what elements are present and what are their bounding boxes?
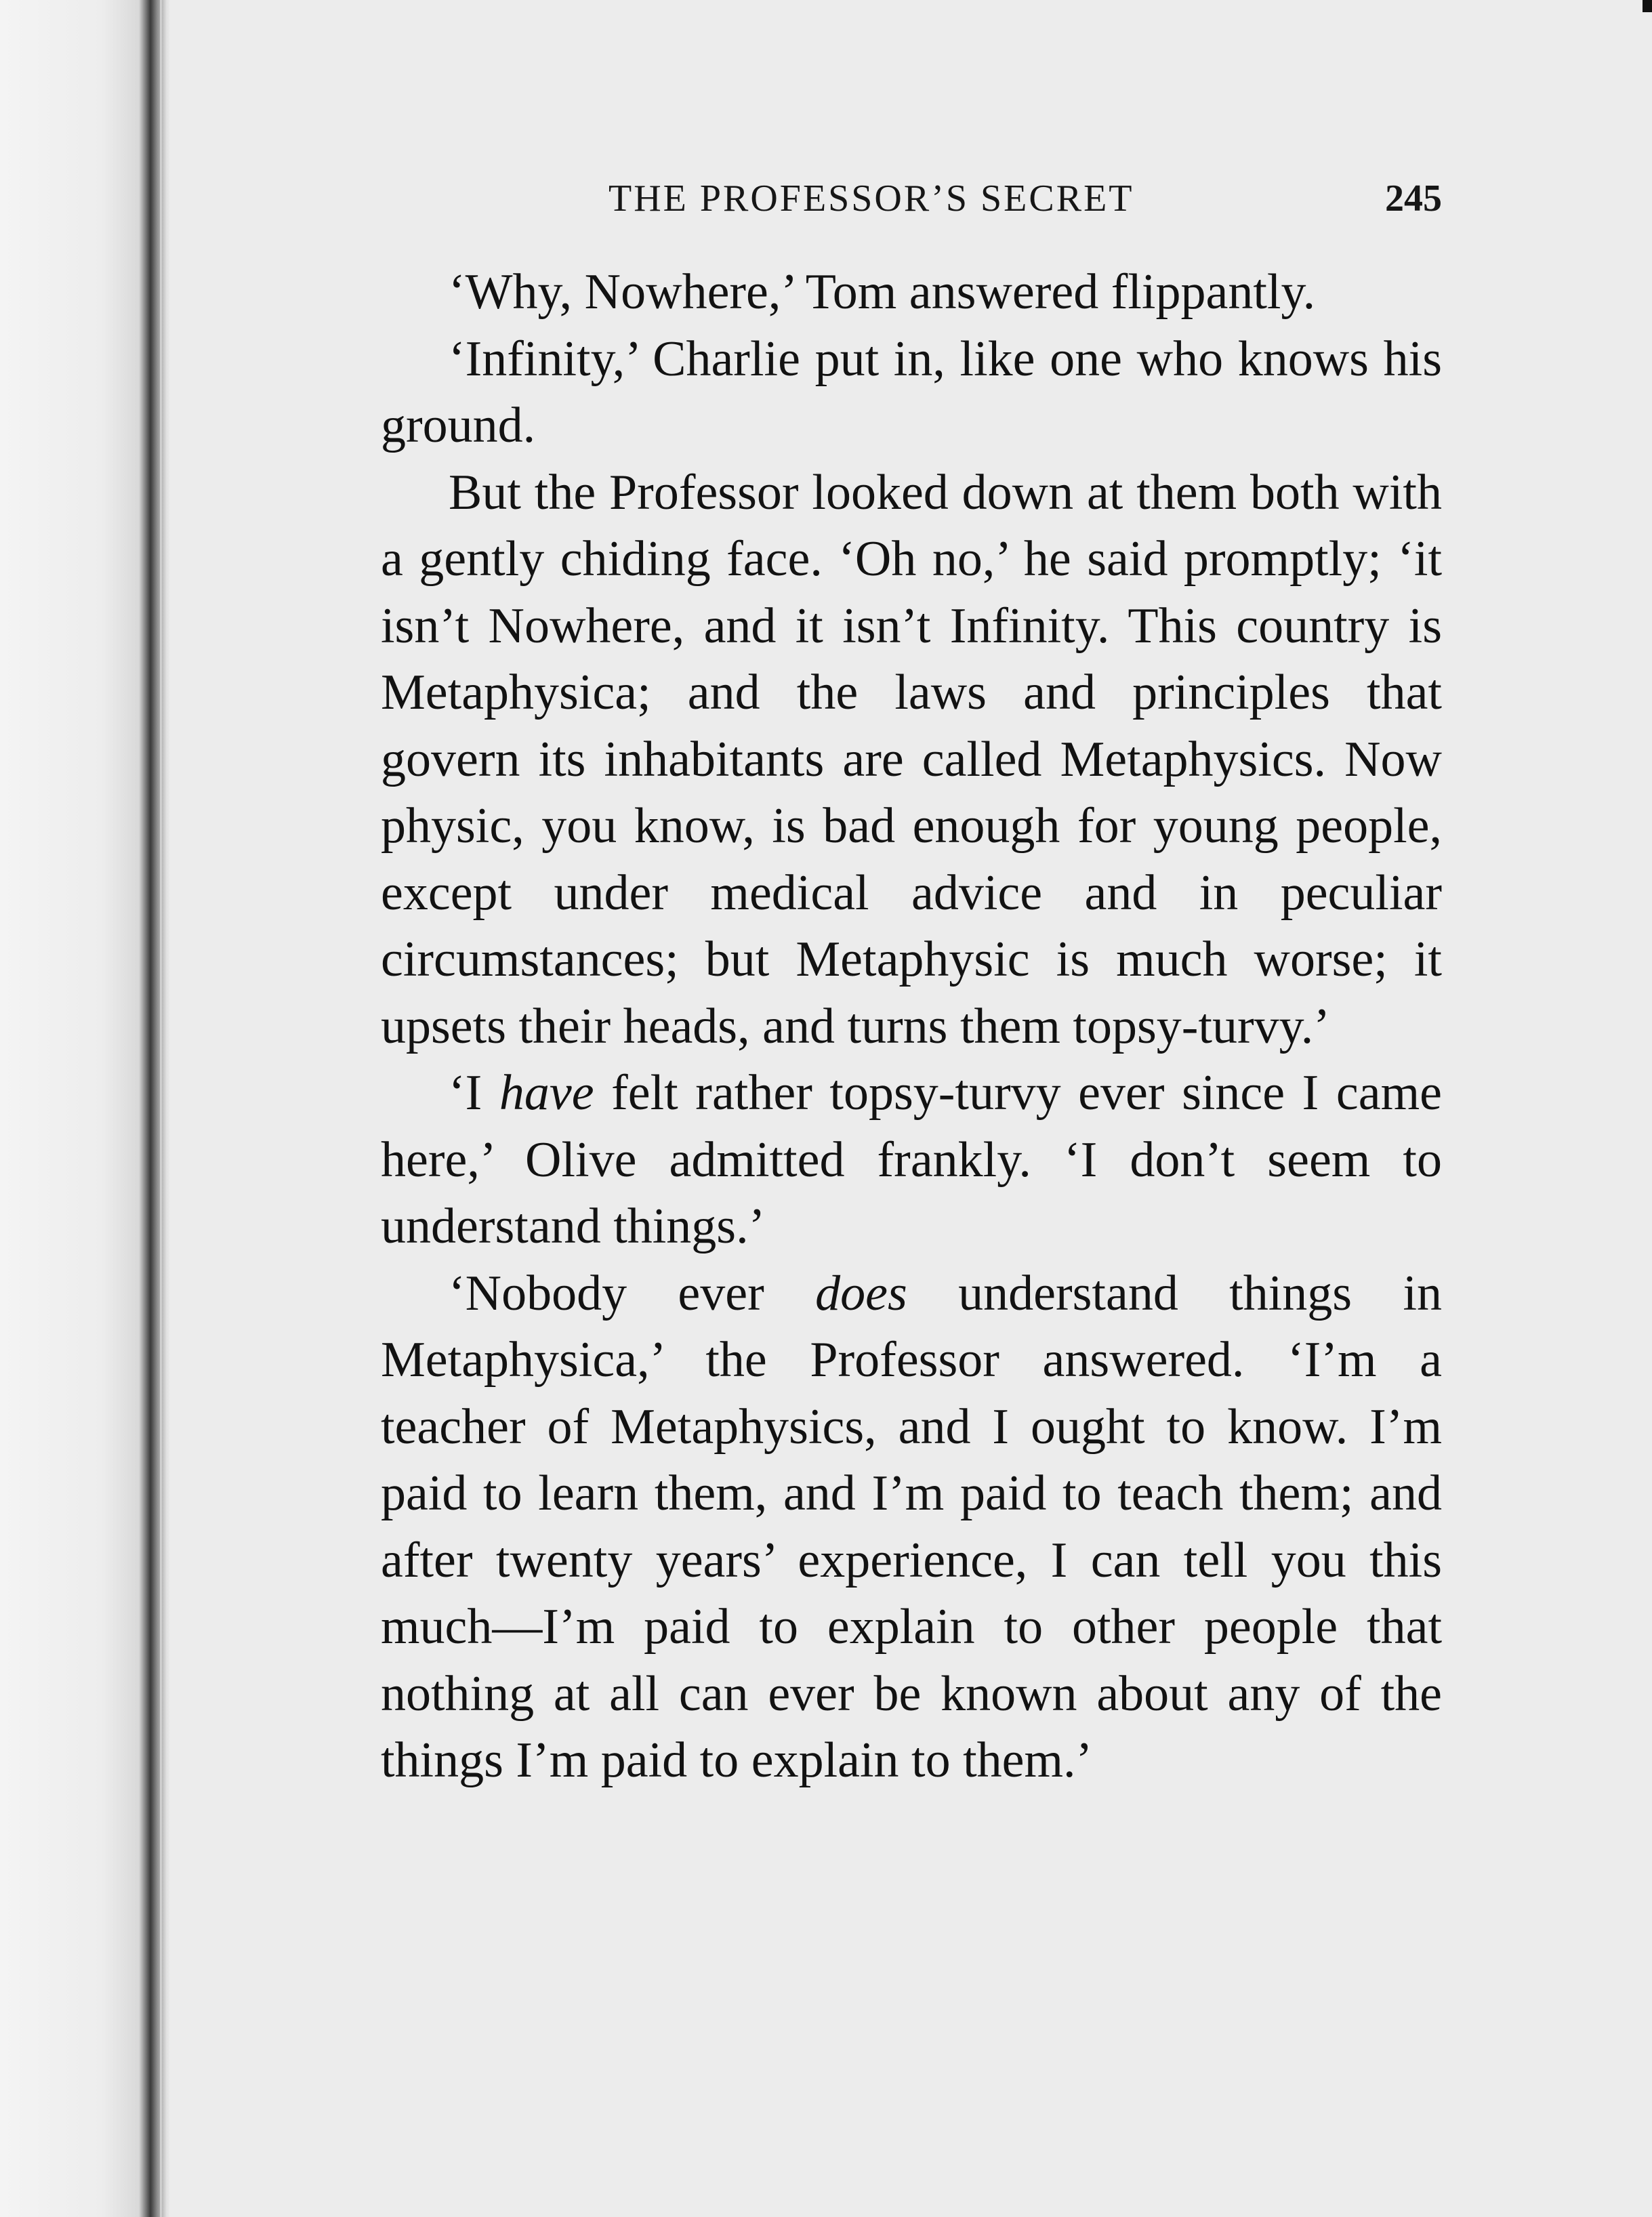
body-text <box>381 259 1442 1794</box>
paragraph: ‘Why, Nowhere,’ Tom answered flippantly. <box>449 264 1316 320</box>
emphasis-text: have <box>499 1065 594 1121</box>
page-number: 245 <box>1385 178 1442 220</box>
paragraph-text: understand things in Metaphysica,’ the Professor answered. ‘I’m a teacher of Metaphysics, and I ought to know. I’m paid to learn them, and I’m paid to teach them; and after twenty years’ experience, I can tell you this much—I’m paid to explain to other people that nothing at all can ever be known about any of the things I’m paid to explain to them.’ <box>381 1265 1442 1788</box>
paragraph: But the Professor looked down at them both with a gently chiding face. ‘Oh no,’ he said promptly; ‘it isn’t Nowhere, and it isn’t Infinity. This country is Metaphysica; and the laws and principles that govern its inhabitants are called Metaphysics. Now physic, you know, is bad enough for young people, except under medical advice and in peculiar circumstances; but Metaphysic is much worse; it upsets their heads, and turns them topsy-turvy.’ <box>381 464 1442 1054</box>
book-gutter <box>0 0 169 2217</box>
running-title: THE PROFESSOR’S SECRET <box>608 178 1134 220</box>
scan-corner-mark <box>1643 0 1652 12</box>
paragraph: ‘Infinity,’ Charlie put in, like one who knows his ground. <box>381 331 1442 453</box>
paragraph-text: felt rather topsy-turvy ever since I came here,’ Olive admitted frankly. ‘I don’t seem to understand things.’ <box>381 1065 1442 1254</box>
paragraph <box>381 1260 1442 1794</box>
gutter-fold-line <box>160 0 162 2217</box>
emphasis-text: does <box>815 1265 907 1321</box>
paragraph-text: ‘I <box>449 1065 499 1121</box>
page-header <box>379 175 1442 222</box>
paragraph-text: ‘Nobody ever <box>449 1265 816 1321</box>
paragraph <box>381 1060 1442 1260</box>
